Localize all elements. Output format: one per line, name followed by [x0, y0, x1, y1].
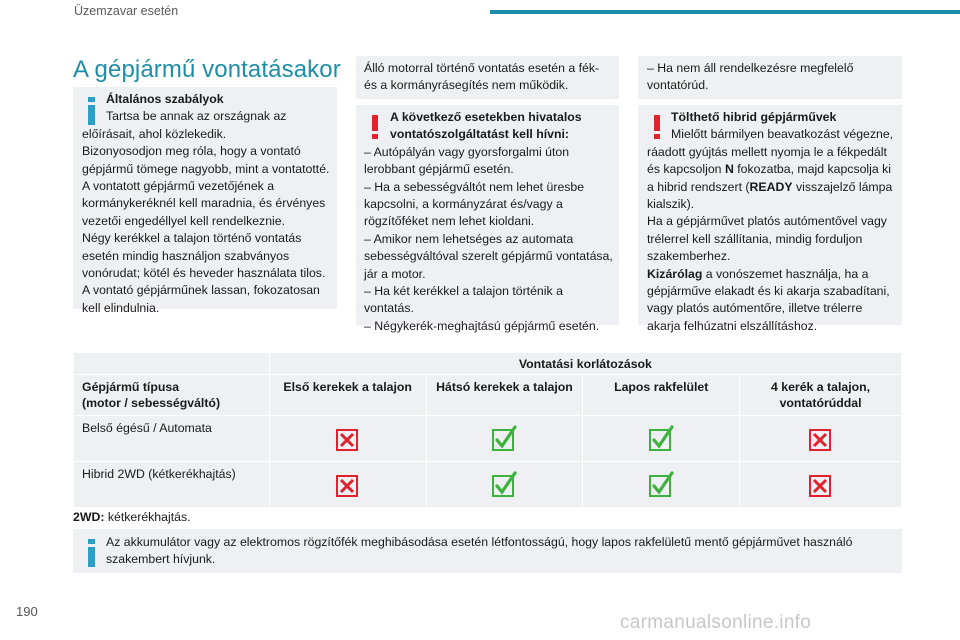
footnote: [73, 509, 191, 526]
hybrid-line: ráadott gyújtás mellett nyomja le a fékpedált: [647, 144, 887, 159]
section-title: A gépjármű vontatásakor: [73, 56, 341, 83]
call-service-line: – Ha a sebességváltót nem lehet üresbe: [364, 179, 585, 194]
check-icon: [490, 471, 518, 499]
hybrid-line: szakemberhez.: [647, 249, 731, 264]
column-header-flatbed: Lapos rakfelület: [583, 375, 740, 416]
column-header-rear-wheels: Hátsó kerekek a talajon: [426, 375, 583, 416]
call-service-line: kapcsolni, a kormányzárat és/vagy a: [364, 197, 563, 212]
hybrid-line: trélerrel kell szállítania, mindig forduljon: [647, 231, 863, 246]
status-cell: [740, 462, 902, 508]
row-label: Hibrid 2WD (kétkerékhajtás): [74, 462, 270, 508]
table-group-header: Vontatási korlátozások: [269, 353, 901, 375]
ready-label: READY: [749, 179, 793, 194]
not-allowed-mark: [740, 471, 901, 499]
column-header-front-wheels: Első kerekek a talajon: [269, 375, 426, 416]
hybrid-line: Kizárólag a vonószemet használja, ha a: [647, 266, 869, 281]
bottom-info-box: [73, 529, 902, 573]
general-rules-line: vezetői engedéllyel kell rendelkeznie.: [82, 213, 286, 228]
call-service-line: sebességváltóval szerelt gépjármű vontatása,: [364, 249, 613, 264]
status-cell: [426, 416, 583, 462]
cross-icon: [334, 425, 362, 453]
vehicle-type-header: Gépjármű típusa (motor / sebességváltó): [74, 375, 270, 416]
info-icon: [88, 539, 95, 567]
status-cell: [583, 416, 740, 462]
table-row: [74, 462, 902, 508]
hybrid-warning-box: [638, 105, 902, 333]
general-rules-title: Általános szabályok: [106, 92, 224, 106]
hybrid-line: kialszik).: [647, 197, 695, 212]
general-rules-line: A vontató gépjárműnek lassan, fokozatosan: [82, 283, 320, 298]
gear-n-label: N: [724, 162, 734, 177]
hybrid-line: és kapcsoljon N fokozatba, majd kapcsolja ki: [647, 162, 892, 177]
general-rules-line: Tartsa be annak az országnak az: [106, 109, 287, 124]
row-label: Belső égésű / Automata: [74, 416, 270, 462]
general-rules-line: kormánykeréknél kell maradnia, és érvényes: [82, 196, 326, 211]
cross-icon: [807, 471, 835, 499]
general-rules-line: A vontatott gépjármű vezetőjének a: [82, 179, 275, 194]
check-icon: [647, 471, 675, 499]
hybrid-line: Ha a gépjárművet platós autómentővel vagy: [647, 214, 887, 229]
hybrid-line: gépjárműve elakadt és ki akarja szabadítani,: [647, 284, 890, 299]
bottom-note-line: Az akkumulátor vagy az elektromos rögzítőfék meghibásodása esetén létfontosságú, hogy lapos rakfelületű mentő gépjárművet használó: [106, 535, 853, 549]
cross-icon: [334, 471, 362, 499]
not-allowed-mark: [270, 471, 426, 499]
general-rules-line: gépjármű tömege nagyobb, mint a vontatotté.: [82, 161, 330, 176]
check-icon: [490, 425, 518, 453]
towing-restrictions-table: [73, 352, 902, 508]
call-service-line: – Négykerék-meghajtású gépjármű esetén.: [364, 318, 600, 333]
call-service-line: – Ha két kerékkel a talajon történik a: [364, 284, 563, 299]
footnote-term: 2WD:: [73, 510, 105, 524]
hybrid-line: vagy platós autómentőre, illetve trélerre: [647, 301, 863, 316]
status-cell: [583, 462, 740, 508]
call-service-line: vontatás.: [364, 301, 414, 316]
status-cell: [269, 462, 426, 508]
column-header-four-wheels: 4 kerék a talajon, vontatórúddal: [740, 375, 902, 416]
no-towbar-line: – Ha nem áll rendelkezésre megfelelő: [647, 61, 854, 75]
call-service-line: – Autópályán vagy gyorsforgalmi úton: [364, 144, 570, 159]
header-accent-bar: [490, 10, 960, 14]
status-cell: [426, 462, 583, 508]
no-towbar-line: vontatórúd.: [647, 78, 709, 93]
engine-off-line: Álló motorral történő vontatás esetén a fék-: [364, 61, 600, 75]
general-rules-line: kell elindulnia.: [82, 300, 160, 315]
allowed-mark: [427, 471, 583, 499]
no-towbar-note-box: [638, 56, 902, 99]
allowed-mark: [583, 425, 739, 453]
status-cell: [740, 416, 902, 462]
table-corner: [74, 353, 270, 375]
general-rules-line: előírásait, ahol közlekedik.: [82, 126, 227, 141]
allowed-mark: [427, 425, 583, 453]
watermark: carmanualsonline.info: [620, 612, 812, 633]
general-rules-line: Négy kerékkel a talajon történő vontatás: [82, 231, 302, 246]
footnote-text: kétkerékhajtás.: [104, 510, 191, 524]
general-rules-line: Bizonyosodjon meg róla, hogy a vontató: [82, 144, 301, 159]
call-service-title: vontatószolgáltatást kell hívni:: [390, 127, 570, 142]
call-service-box: [356, 105, 619, 333]
not-allowed-mark: [270, 425, 426, 453]
cross-icon: [807, 425, 835, 453]
hybrid-title: Tölthető hibrid gépjárművek: [671, 110, 837, 124]
not-allowed-mark: [740, 425, 901, 453]
call-service-title: A következő esetekben hivatalos: [390, 110, 582, 124]
call-service-line: jár a motor.: [364, 266, 426, 281]
check-icon: [647, 425, 675, 453]
allowed-mark: [583, 471, 739, 499]
call-service-line: – Amikor nem lehetséges az automata: [364, 231, 574, 246]
general-rules-line: esetén mindig használjon szabványos: [82, 248, 290, 263]
table-row: [74, 416, 902, 462]
page-number: 190: [16, 604, 38, 619]
hybrid-line: akarja felhúzatni elszállításhoz.: [647, 318, 818, 333]
engine-off-line: és a kormányrásegítés nem működik.: [364, 78, 569, 93]
bottom-note-line: szakembert hívjunk.: [106, 552, 216, 567]
hybrid-line: Mielőtt bármilyen beavatkozást végezne,: [671, 127, 894, 142]
running-header: Üzemzavar esetén: [74, 4, 179, 18]
general-rules-line: vonórudat; kötél és heveder használata tilos.: [82, 266, 326, 281]
engine-off-note-box: [356, 56, 619, 99]
hybrid-line: a hibrid rendszert (READY visszajelző lámpa: [647, 179, 893, 194]
general-rules-box: [73, 87, 337, 315]
call-service-line: rögzítőféket nem lehet kioldani.: [364, 214, 535, 229]
call-service-line: lerobbant gépjármű esetén.: [364, 162, 514, 177]
status-cell: [269, 416, 426, 462]
